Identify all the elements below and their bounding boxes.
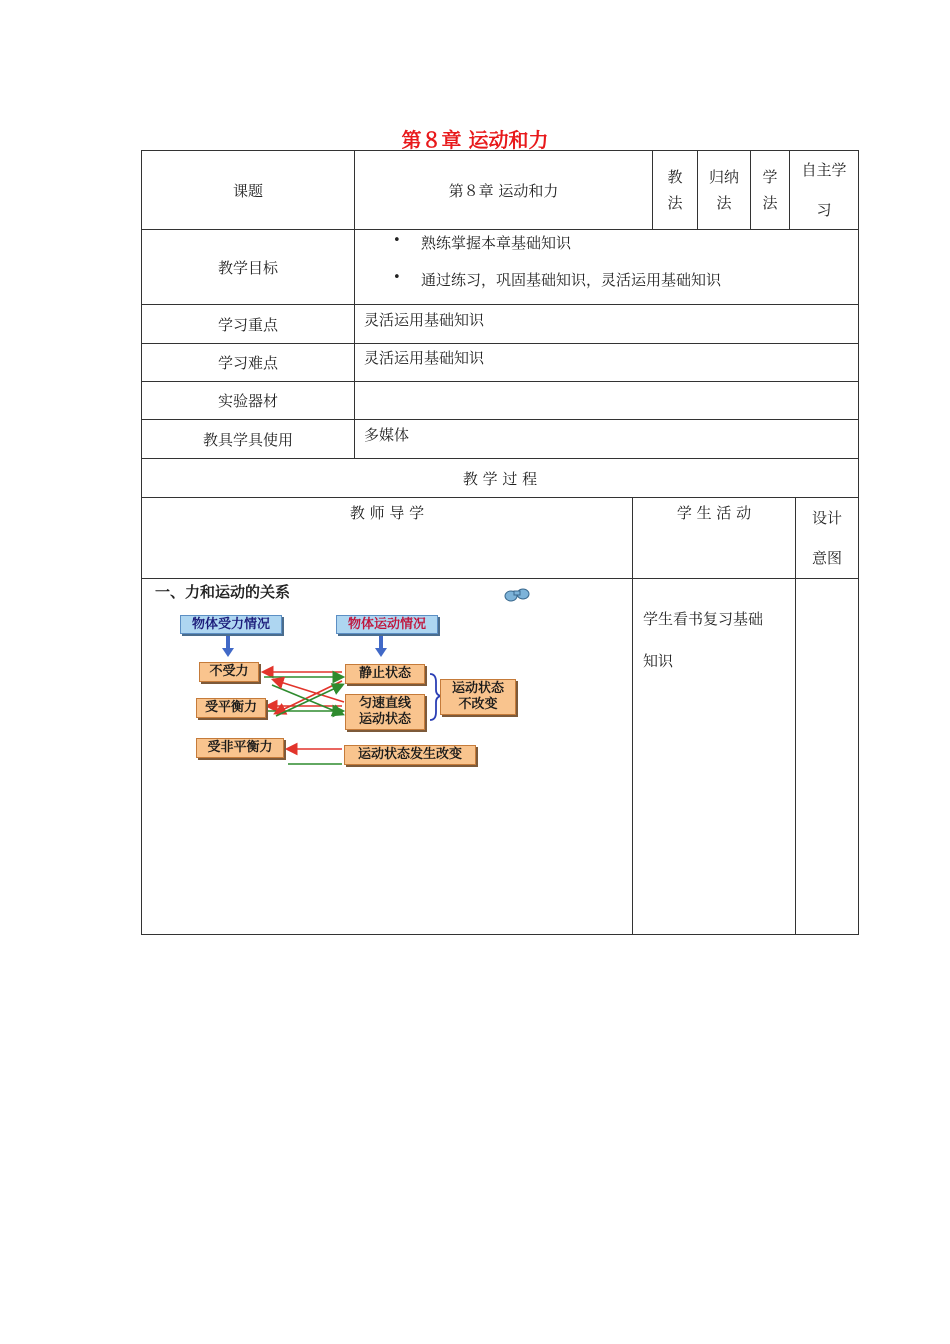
unchanged-line2: 不改变 bbox=[458, 697, 498, 712]
method-teaching-line1: 教 bbox=[667, 168, 683, 186]
page-title: 第８章 运动和力 bbox=[401, 128, 549, 152]
box-no-force: 不受力 bbox=[199, 662, 259, 682]
box-rest-state: 静止状态 bbox=[345, 664, 425, 684]
down-arrow-icon bbox=[222, 633, 234, 657]
method-teaching-line2: 法 bbox=[667, 194, 683, 212]
box-balanced-force: 受平衡力 bbox=[196, 698, 266, 718]
uniform-line1: 匀速直线 bbox=[358, 696, 411, 711]
uniform-line2: 运动状态 bbox=[358, 712, 411, 727]
difficulty-label: 学习难点 bbox=[217, 354, 278, 372]
force-header: 物体受力情况 bbox=[180, 615, 282, 634]
bullet-dot: • bbox=[393, 270, 401, 285]
tools-value: 多媒体 bbox=[364, 426, 410, 444]
method-induction-line2: 法 bbox=[716, 194, 732, 212]
section-heading: 一、力和运动的关系 bbox=[155, 583, 291, 601]
student-activity-line2: 知识 bbox=[643, 652, 674, 670]
design-header-line1: 设计 bbox=[811, 509, 842, 527]
student-column-header: 学 生 活 动 bbox=[676, 504, 752, 522]
unchanged-line1: 运动状态 bbox=[451, 681, 504, 696]
method-induction-line1: 归纳 bbox=[708, 168, 739, 186]
equipment-label: 实验器材 bbox=[217, 392, 278, 410]
process-header: 教 学 过 程 bbox=[462, 469, 538, 488]
tools-label: 教具学具使用 bbox=[202, 430, 293, 449]
down-arrow-icon bbox=[375, 634, 387, 657]
box-motion-unchanged bbox=[440, 679, 516, 715]
box-motion-changed: 运动状态发生改变 bbox=[344, 745, 476, 765]
goals-label: 教学目标 bbox=[217, 258, 278, 277]
topic-label: 课题 bbox=[232, 181, 263, 200]
key-point-label: 学习重点 bbox=[217, 315, 278, 334]
design-header-line2: 意图 bbox=[811, 549, 842, 567]
box-unbalanced-force: 受非平衡力 bbox=[196, 738, 284, 758]
topic-value: 第８章 运动和力 bbox=[448, 181, 559, 200]
method-self-study-line2: 习 bbox=[816, 201, 832, 219]
bullet-dot: • bbox=[393, 233, 401, 248]
difficulty-value: 灵活运用基础知识 bbox=[364, 349, 485, 367]
key-point-value: 灵活运用基础知识 bbox=[364, 311, 485, 329]
box-uniform-motion bbox=[345, 694, 425, 730]
student-activity-line1: 学生看书复习基础 bbox=[643, 610, 764, 628]
method-self-study-line1: 自主学 bbox=[801, 161, 847, 179]
method-learning-line1: 学 bbox=[762, 168, 778, 186]
goal-item: 通过练习，巩固基础知识，灵活运用基础知识 bbox=[421, 271, 722, 289]
motion-header: 物体运动情况 bbox=[336, 615, 438, 634]
teacher-column-header: 教 师 导 学 bbox=[349, 504, 425, 522]
method-learning-line2: 法 bbox=[762, 194, 778, 212]
arrow-rest-to-balanced bbox=[276, 681, 342, 713]
goal-item: 熟练掌握本章基础知识 bbox=[421, 234, 572, 252]
